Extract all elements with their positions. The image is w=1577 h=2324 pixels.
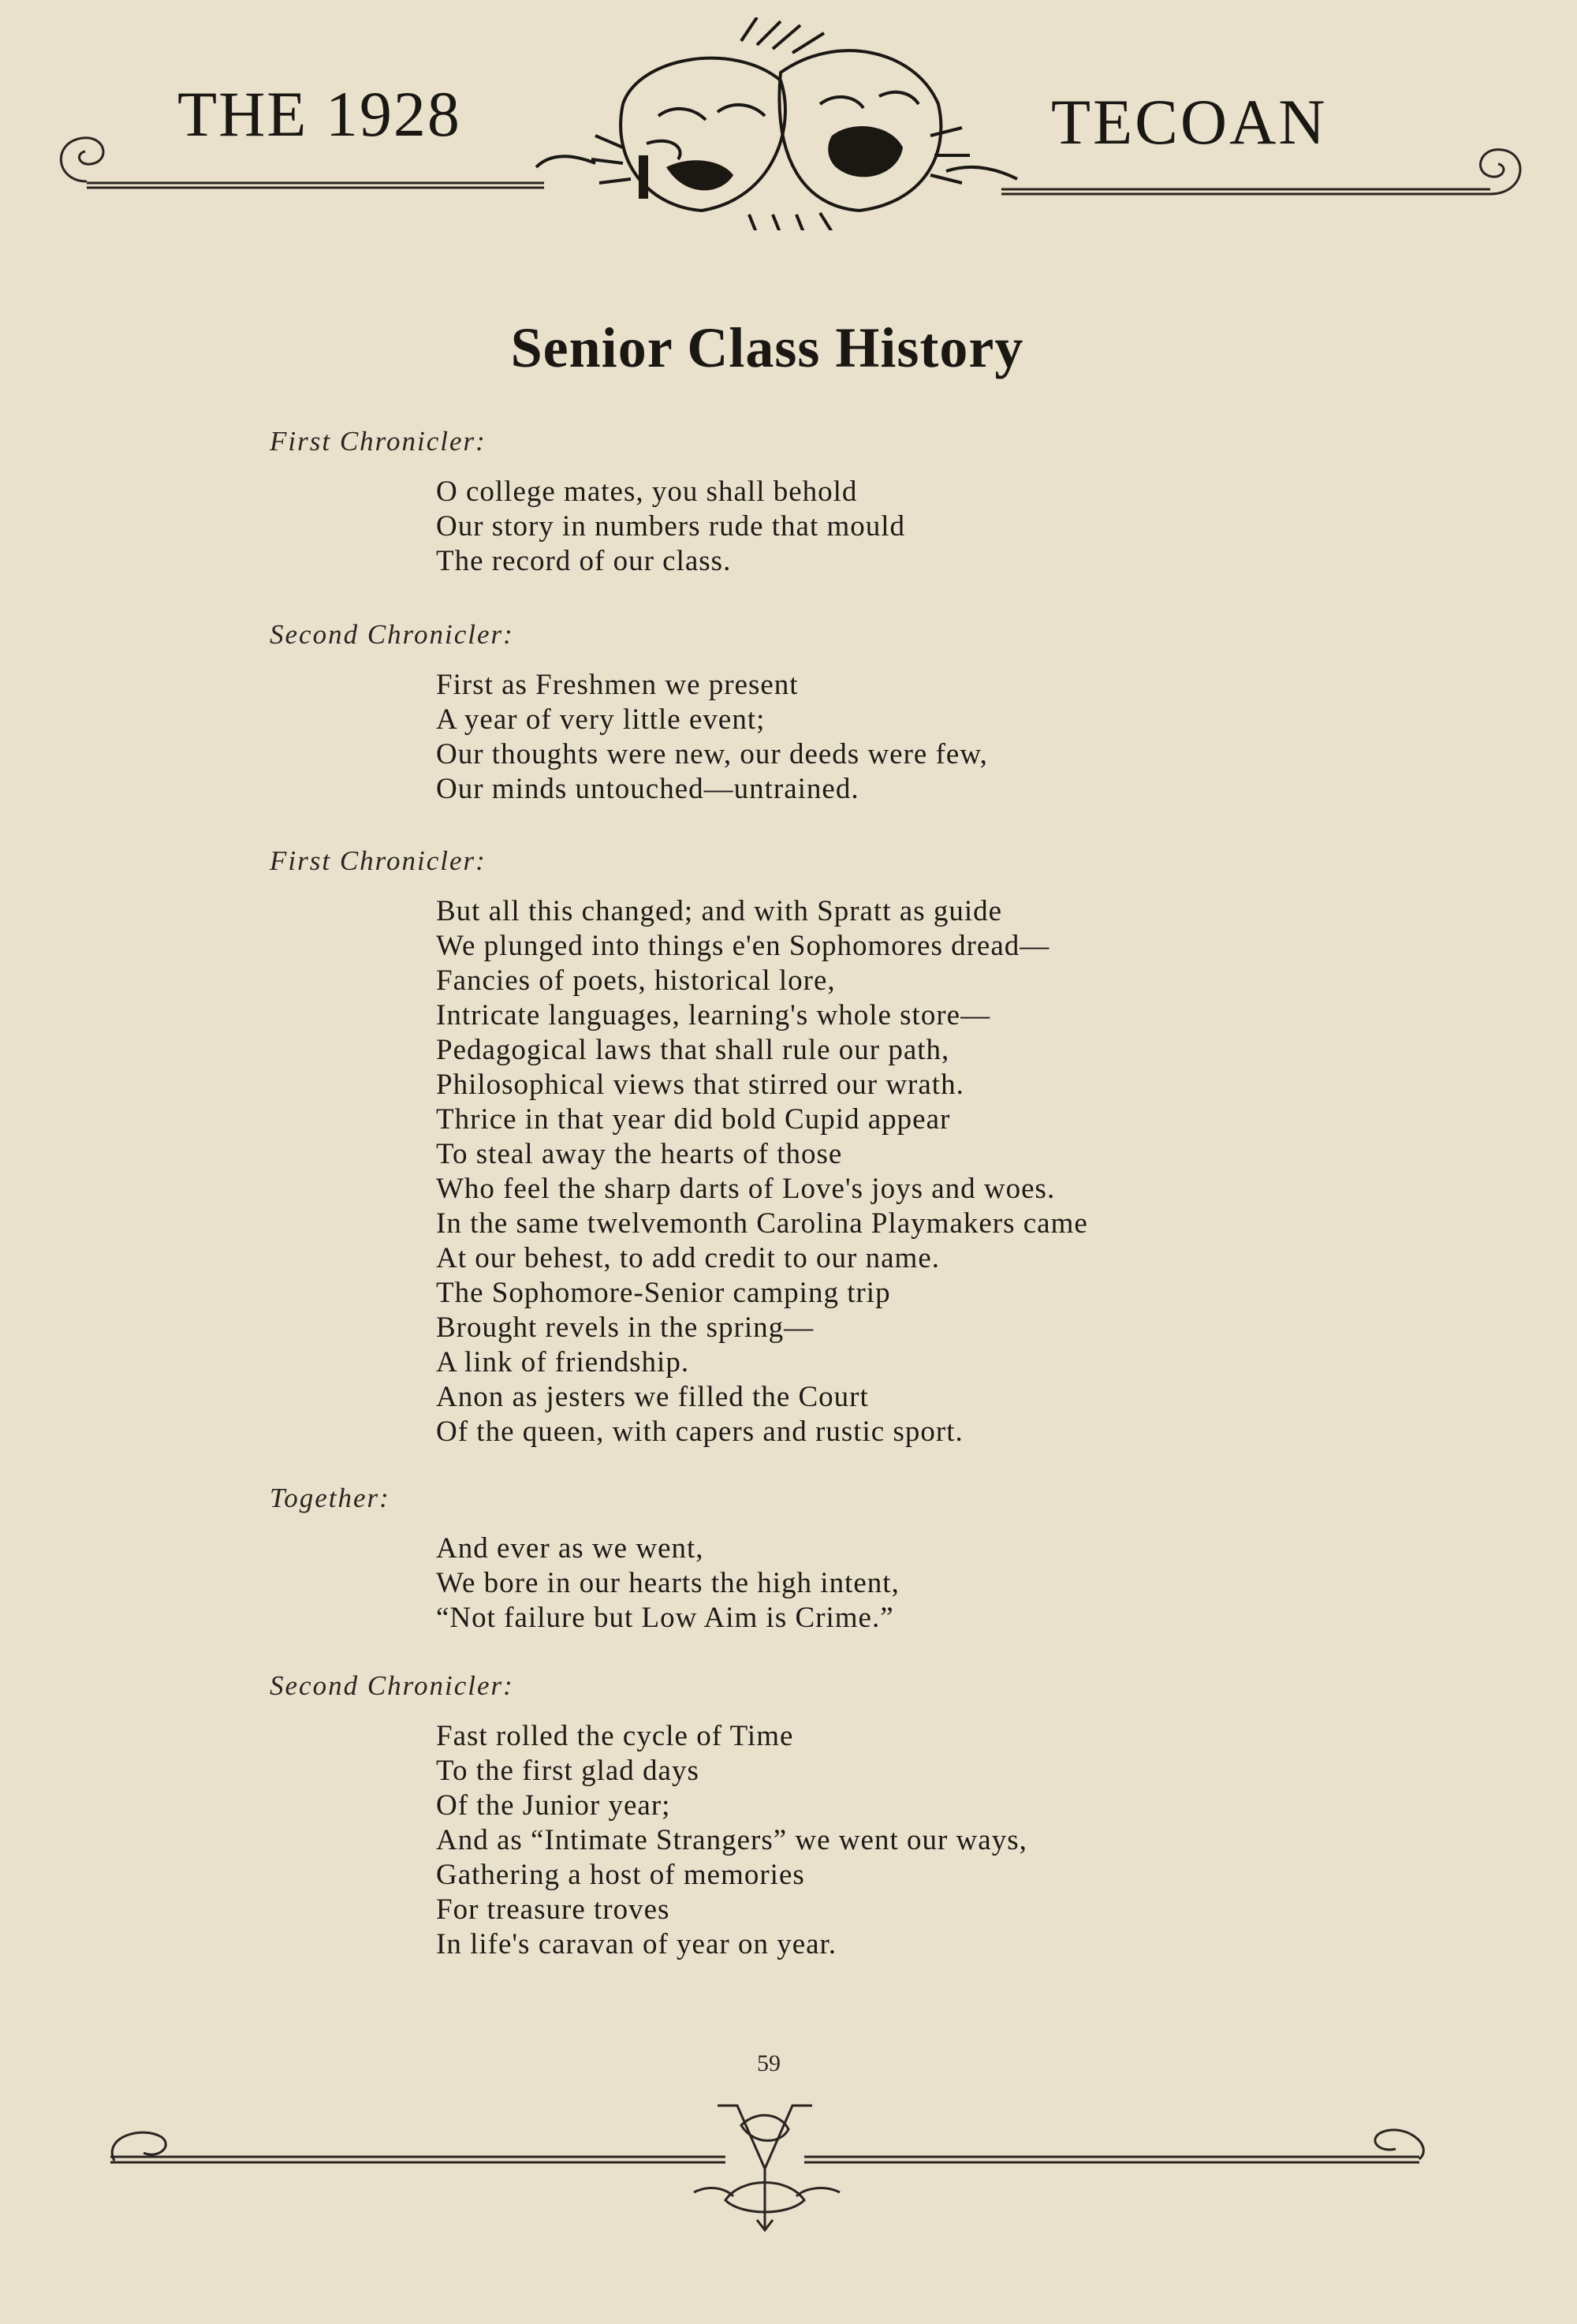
verse-line: Who feel the sharp darts of Love's joys and woes. [436,1173,1056,1205]
verse-line: Fast rolled the cycle of Time [436,1720,794,1752]
page-title: Senior Class History [510,316,1024,379]
verse-lines [436,475,905,579]
verse-line: The record of our class. [436,545,732,577]
speaker-label: Together: [270,1483,390,1513]
speaker-label: First Chronicler: [270,845,487,876]
verse-line: In life's caravan of year on year. [436,1928,837,1960]
verse-line: And ever as we went, [436,1532,704,1565]
verse-line: For treasure troves [436,1893,670,1926]
header-title-left: THE 1928 [177,78,461,150]
verse-line: Our thoughts were new, our deeds were few, [436,738,988,770]
verse-lines [436,668,988,807]
verse-line: O college mates, you shall behold [436,476,858,508]
header-title-right: TECOAN [1051,86,1328,158]
footer-scroll-rule [95,2090,1435,2232]
verse-line: Intricate languages, learning's whole store— [436,999,991,1031]
verse-line: Of the queen, with capers and rustic sport. [436,1416,964,1448]
verse-line: But all this changed; and with Spratt as guide [436,895,1003,927]
speaker-label: First Chronicler: [270,426,487,457]
verse-lines [436,1531,900,1636]
verse-line: Our minds untouched—untrained. [436,773,859,805]
verse-line: Of the Junior year; [436,1789,671,1822]
verse-line: First as Freshmen we present [436,669,799,701]
verse-line: Thrice in that year did bold Cupid appear [436,1103,951,1136]
verse-line: Pedagogical laws that shall rule our path, [436,1034,950,1066]
comedy-tragedy-masks-icon [520,17,1025,230]
verse-line: Gathering a host of memories [436,1859,805,1891]
verse-line: The Sophomore-Senior camping trip [436,1277,891,1309]
verse-line: A year of very little event; [436,703,766,736]
speaker-label: Second Chronicler: [270,619,514,650]
verse-line: “Not failure but Low Aim is Crime.” [436,1602,894,1634]
verse-line: To the first glad days [436,1755,699,1787]
verse-line: In the same twelvemonth Carolina Playmakers came [436,1207,1088,1240]
verse-line: We plunged into things e'en Sophomores dread— [436,930,1050,962]
verse-line: A link of friendship. [436,1346,690,1378]
verse-lines [436,894,1088,1449]
verse-line: To steal away the hearts of those [436,1138,843,1170]
verse-line: We bore in our hearts the high intent, [436,1567,900,1599]
page-number: 59 [757,2050,781,2076]
verse-line: Our story in numbers rude that mould [436,510,906,543]
verse-line: Anon as jesters we filled the Court [436,1381,869,1413]
verse-line: At our behest, to add credit to our name. [436,1242,940,1274]
speaker-label: Second Chronicler: [270,1670,514,1701]
verse-line: Fancies of poets, historical lore, [436,964,836,997]
verse-lines [436,1719,1027,1962]
verse-line: Philosophical views that stirred our wrath. [436,1069,964,1101]
verse-line: Brought revels in the spring— [436,1311,815,1344]
verse-line: And as “Intimate Strangers” we went our ways, [436,1824,1027,1856]
